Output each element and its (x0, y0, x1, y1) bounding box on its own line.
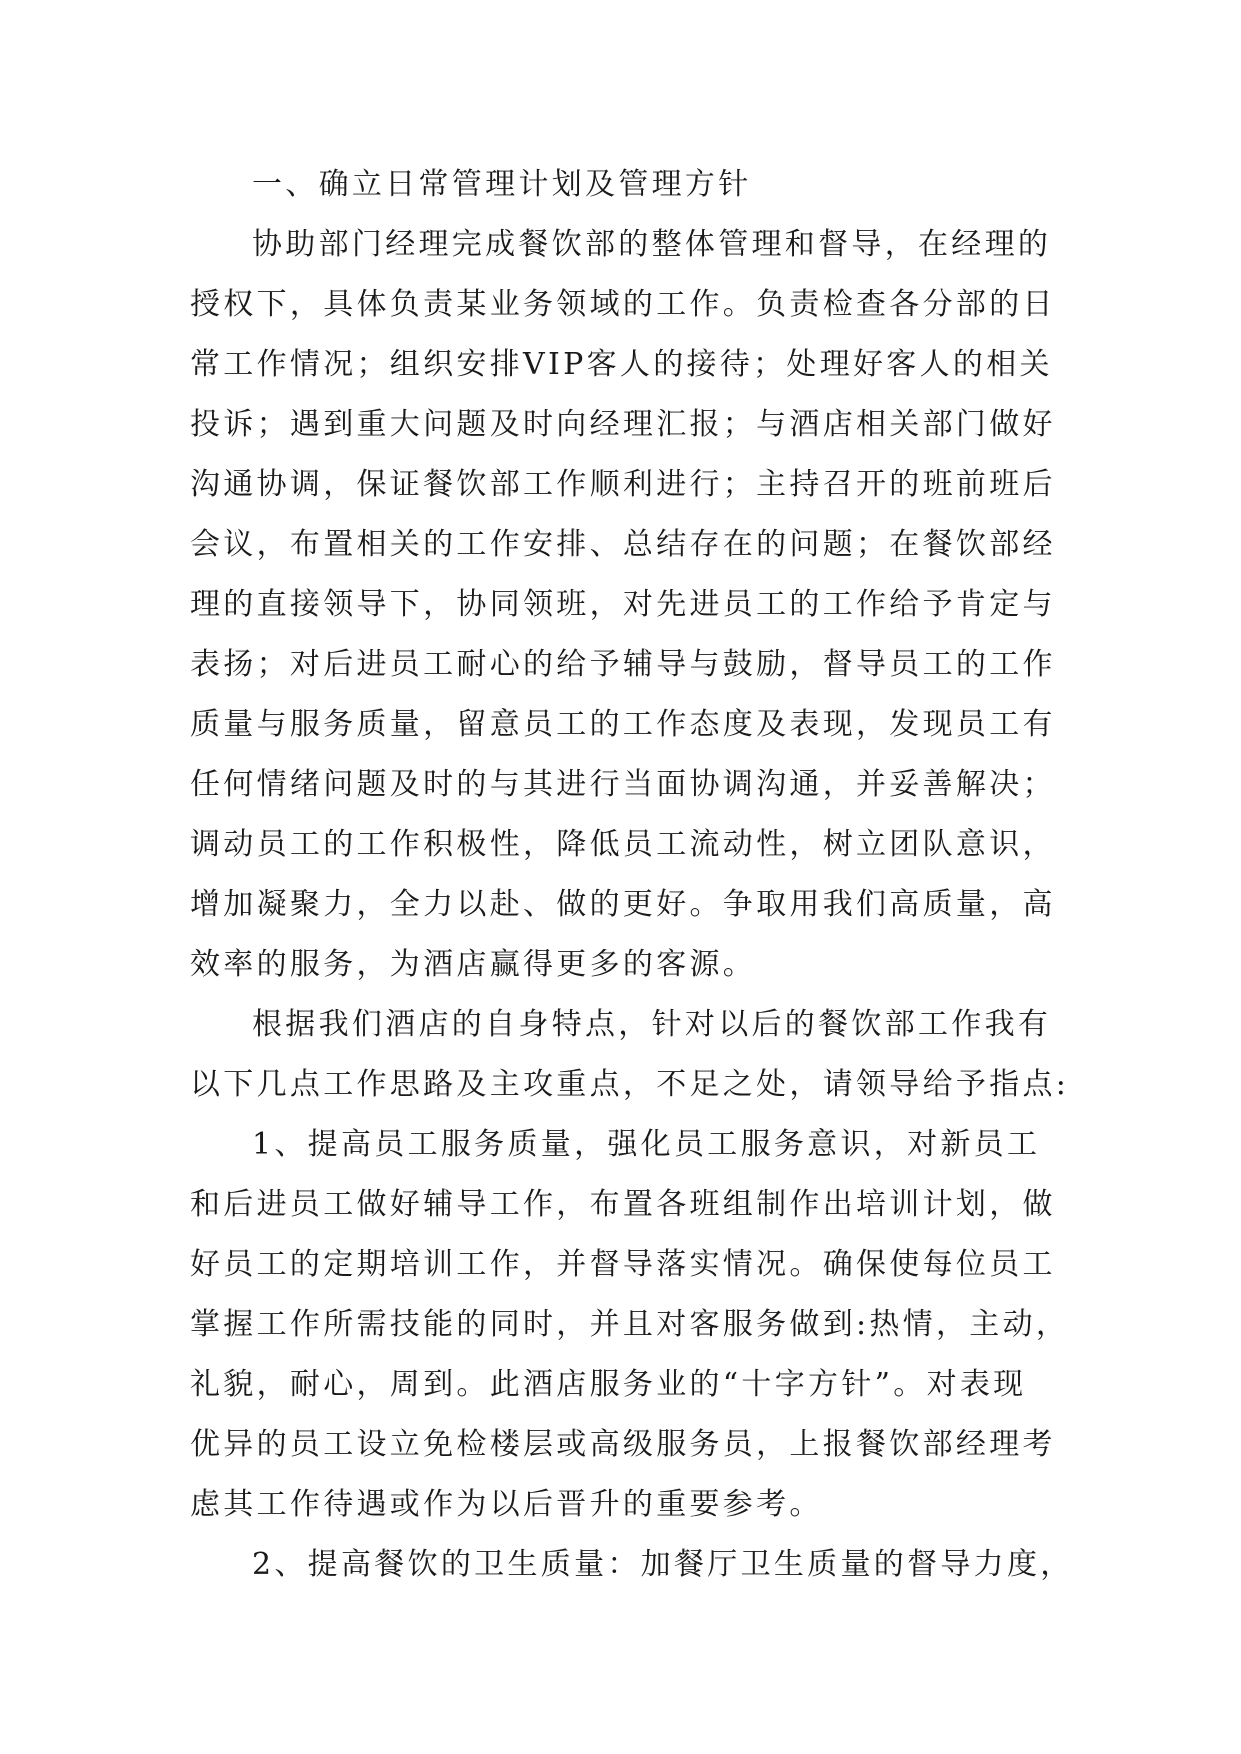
list-item-line: 礼貌，耐心，周到。此酒店服务业的“十字方针”。对表现 (190, 1367, 1027, 1402)
paragraph-line: 表扬；对后进员工耐心的给予辅导与鼓励，督导员工的工作 (190, 647, 1056, 682)
paragraph-line: 授权下，具体负责某业务领域的工作。负责检查各分部的日 (190, 287, 1056, 322)
section-heading: 一、确立日常管理计划及管理方针 (252, 167, 752, 202)
paragraph-line: 调动员工的工作积极性，降低员工流动性，树立团队意识， (190, 827, 1056, 862)
paragraph-line: 会议，布置相关的工作安排、总结存在的问题；在餐饮部经 (190, 527, 1056, 562)
paragraph-line: 根据我们酒店的自身特点，针对以后的餐饮部工作我有 (252, 1007, 1052, 1042)
paragraph-line: 理的直接领导下，协同领班，对先进员工的工作给予肯定与 (190, 587, 1056, 622)
paragraph-line: 增加凝聚力，全力以赴、做的更好。争取用我们高质量，高 (190, 887, 1056, 922)
list-item-line: 和后进员工做好辅导工作，布置各班组制作出培训计划，做 (190, 1187, 1056, 1222)
paragraph-line: 沟通协调，保证餐饮部工作顺利进行；主持召开的班前班后 (190, 467, 1056, 502)
list-item-line: 1、提高员工服务质量，强化员工服务意识，对新员工 (252, 1127, 1041, 1162)
paragraph-line: 常工作情况；组织安排VIP客人的接待；处理好客人的相关 (190, 347, 1053, 382)
paragraph-line: 投诉；遇到重大问题及时向经理汇报；与酒店相关部门做好 (190, 407, 1056, 442)
paragraph-line: 协助部门经理完成餐饮部的整体管理和督导，在经理的 (252, 227, 1052, 262)
list-item-line: 2、提高餐饮的卫生质量：加餐厅卫生质量的督导力度， (252, 1547, 1074, 1582)
list-item-line: 掌握工作所需技能的同时，并且对客服务做到:热情，主动， (190, 1307, 1070, 1342)
paragraph-line: 任何情绪问题及时的与其进行当面协调沟通，并妥善解决； (190, 767, 1056, 802)
list-item-line: 虑其工作待遇或作为以后晋升的重要参考。 (190, 1487, 823, 1522)
paragraph-line: 以下几点工作思路及主攻重点，不足之处，请领导给予指点: (190, 1067, 1070, 1102)
document-body (190, 155, 1074, 1595)
list-item-line: 优异的员工设立免检楼层或高级服务员，上报餐饮部经理考 (190, 1427, 1056, 1462)
paragraph-line: 质量与服务质量，留意员工的工作态度及表现，发现员工有 (190, 707, 1056, 742)
paragraph-line: 效率的服务，为酒店赢得更多的客源。 (190, 947, 757, 982)
list-item-line: 好员工的定期培训工作，并督导落实情况。确保使每位员工 (190, 1247, 1056, 1282)
